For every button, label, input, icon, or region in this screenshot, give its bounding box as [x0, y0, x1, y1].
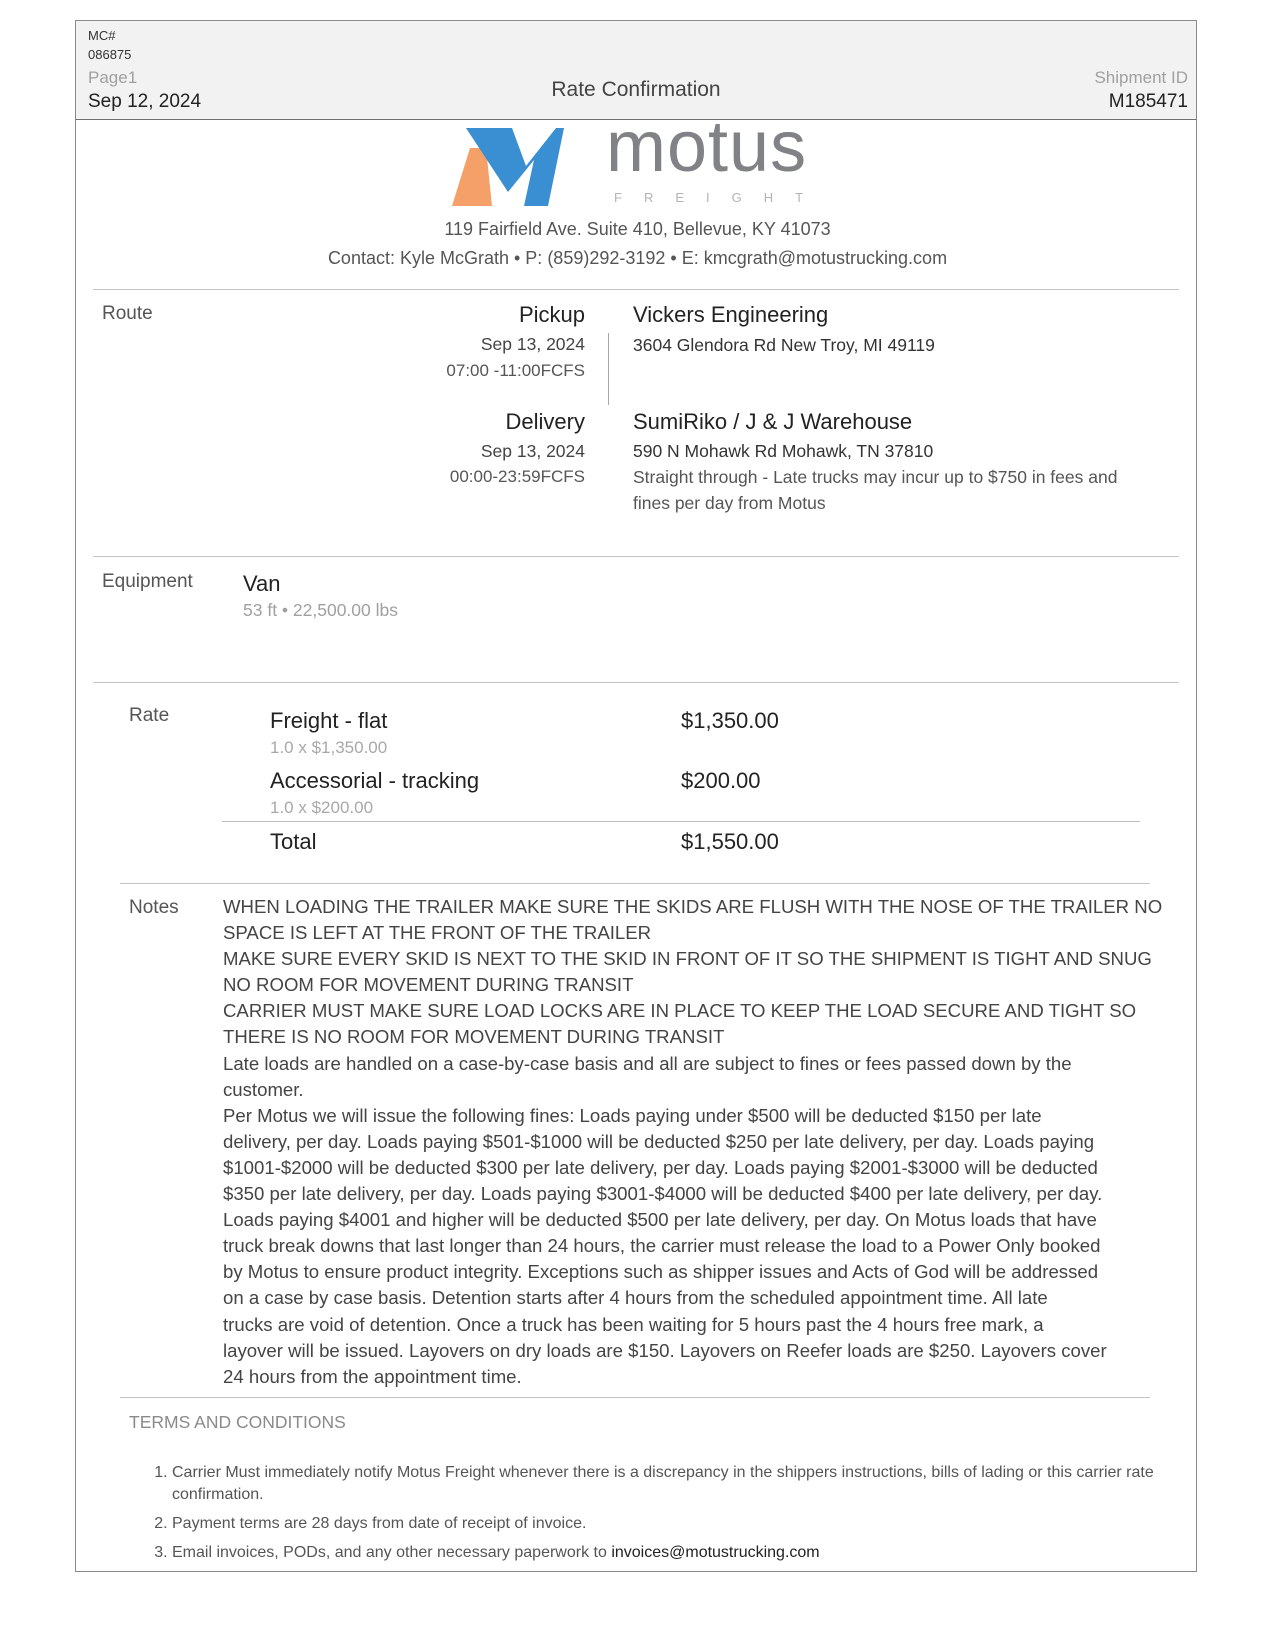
notes-line: THERE IS NO ROOM FOR MOVEMENT DURING TRANSIT: [223, 1026, 725, 1048]
terms-item-text: Email invoices, PODs, and any other necessary paperwork to: [172, 1544, 612, 1561]
notes-line: WHEN LOADING THE TRAILER MAKE SURE THE SKIDS ARE FLUSH WITH THE NOSE OF THE TRAILER NO: [223, 896, 1163, 917]
page-title: Rate Confirmation: [551, 78, 721, 101]
terms-item: 1. Carrier Must immediately notify Motus Freight whenever there is a discrepancy in the shippers instructions, bills of lading or this carrier rate confirmation.: [172, 1462, 1162, 1506]
equipment-type: Van: [243, 571, 281, 596]
notes-line: $350 per late delivery, per day. Loads paying $3001-$4000 will be deducted $400 per late delivery, per day.: [223, 1183, 1103, 1205]
terms-list: [150, 1462, 1162, 1571]
route-connector: [608, 333, 609, 405]
pickup-company: Vickers Engineering: [633, 302, 829, 327]
notes-line: Loads paying $4001 and higher will be deducted $500 per late delivery, per day. On Motus loads that have: [223, 1209, 1097, 1231]
notes-line: customer.: [223, 1078, 304, 1100]
invoice-email-link[interactable]: invoices@motustrucking.com: [611, 1544, 820, 1561]
notes-line: MAKE SURE EVERY SKID IS NEXT TO THE SKID IN FRONT OF IT SO THE SHIPMENT IS TIGHT AND SNUG: [223, 948, 1152, 970]
notes-line: by Motus to ensure product integrity. Exceptions such as shipper issues and Acts of God will be addressed: [223, 1261, 1099, 1283]
rate-item-calc: 1.0 x $200.00: [270, 798, 374, 817]
notes-line: on a case by case basis. Detention starts after 4 hours from the scheduled appointment time. All late: [223, 1287, 1048, 1309]
notes-line: layover will be issued. Layovers on dry loads are $150. Layovers on Reefer loads are $250. Layovers cover: [223, 1339, 1107, 1361]
terms-item: [172, 1542, 1162, 1564]
page-number: Page1: [88, 68, 138, 87]
delivery-note-line: fines per day from Motus: [633, 493, 826, 513]
divider: [120, 1397, 1150, 1398]
notes-line: $1001-$2000 will be deducted $300 per late delivery, per day. Loads paying $2001-$3000 will be deducted: [223, 1156, 1098, 1178]
delivery-date: Sep 13, 2024: [480, 441, 585, 461]
equipment-details: 53 ft • 22,500.00 lbs: [243, 600, 398, 620]
notes-line: delivery, per day. Loads paying $501-$1000 will be deducted $250 per late delivery, per day. Loads paying: [223, 1130, 1095, 1152]
divider: [120, 883, 1150, 884]
mc-number: 086875: [88, 47, 132, 62]
terms-item: 2. Payment terms are 28 days from date of receipt of invoice.: [172, 1513, 1162, 1535]
notes-line: Per Motus we will issue the following fines: Loads paying under $500 will be deducted $150 per late: [223, 1104, 1042, 1126]
rate-total-label: Total: [270, 829, 317, 854]
total-divider: [222, 821, 1140, 822]
shipment-id-label: Shipment ID: [1094, 68, 1188, 87]
route-label: Route: [102, 303, 153, 324]
divider: [93, 682, 1179, 683]
notes-line: 24 hours from the appointment time.: [223, 1365, 522, 1387]
delivery-time: 00:00-23:59FCFS: [449, 467, 585, 486]
notes-line: CARRIER MUST MAKE SURE LOAD LOCKS ARE IN PLACE TO KEEP THE LOAD SECURE AND TIGHT SO: [223, 1000, 1137, 1022]
company-address: 119 Fairfield Ave. Suite 410, Bellevue, KY 41073: [444, 219, 831, 239]
notes-line: SPACE IS LEFT AT THE FRONT OF THE TRAILER: [223, 922, 652, 944]
shipment-id: M185471: [1108, 91, 1188, 112]
motus-m-icon: [452, 126, 564, 208]
delivery-note-line: Straight through - Late trucks may incur up to $750 in fees and: [633, 467, 1118, 487]
notes-label: Notes: [129, 897, 179, 918]
notes-line: Late loads are handled on a case-by-case basis and all are subject to fines or fees passed down by the: [223, 1052, 1072, 1074]
rate-total-amount: $1,550.00: [681, 829, 779, 854]
notes-line: NO ROOM FOR MOVEMENT DURING TRANSIT: [223, 974, 634, 996]
logo-wordmark: motus: [606, 107, 808, 187]
rate-item-calc: 1.0 x $1,350.00: [270, 738, 388, 757]
company-contact: Contact: Kyle McGrath • P: (859)292-3192 • E: kmcgrath@motustrucking.com: [327, 248, 948, 268]
notes-line: truck break downs that last longer than 24 hours, the carrier must release the load to a Power Only booked: [223, 1235, 1101, 1257]
rate-label: Rate: [129, 705, 170, 726]
divider: [93, 289, 1179, 290]
logo-subtitle: FREIGHT: [614, 190, 826, 205]
delivery-company: SumiRiko / J & J Warehouse: [633, 409, 913, 434]
delivery-address: 590 N Mohawk Rd Mohawk, TN 37810: [633, 441, 934, 461]
rate-item-amount: $200.00: [681, 768, 761, 793]
header-band: [75, 20, 1197, 120]
terms-title: TERMS AND CONDITIONS: [129, 1412, 346, 1432]
equipment-label: Equipment: [102, 571, 193, 592]
pickup-address: 3604 Glendora Rd New Troy, MI 49119: [633, 335, 935, 355]
pickup-time: 07:00 -11:00FCFS: [446, 361, 585, 380]
delivery-label: Delivery: [505, 409, 585, 434]
rate-item-name: Accessorial - tracking: [270, 768, 480, 793]
mc-label: MC#: [88, 28, 116, 43]
header-date: Sep 12, 2024: [88, 91, 202, 112]
pickup-date: Sep 13, 2024: [480, 334, 585, 354]
rate-item-name: Freight - flat: [270, 708, 388, 733]
pickup-label: Pickup: [518, 302, 585, 327]
notes-body: [223, 894, 1183, 1390]
rate-item-amount: $1,350.00: [681, 708, 779, 733]
divider: [93, 556, 1179, 557]
notes-line: trucks are void of detention. Once a truck has been waiting for 5 hours past the 4 hours free mark, a: [223, 1313, 1044, 1335]
